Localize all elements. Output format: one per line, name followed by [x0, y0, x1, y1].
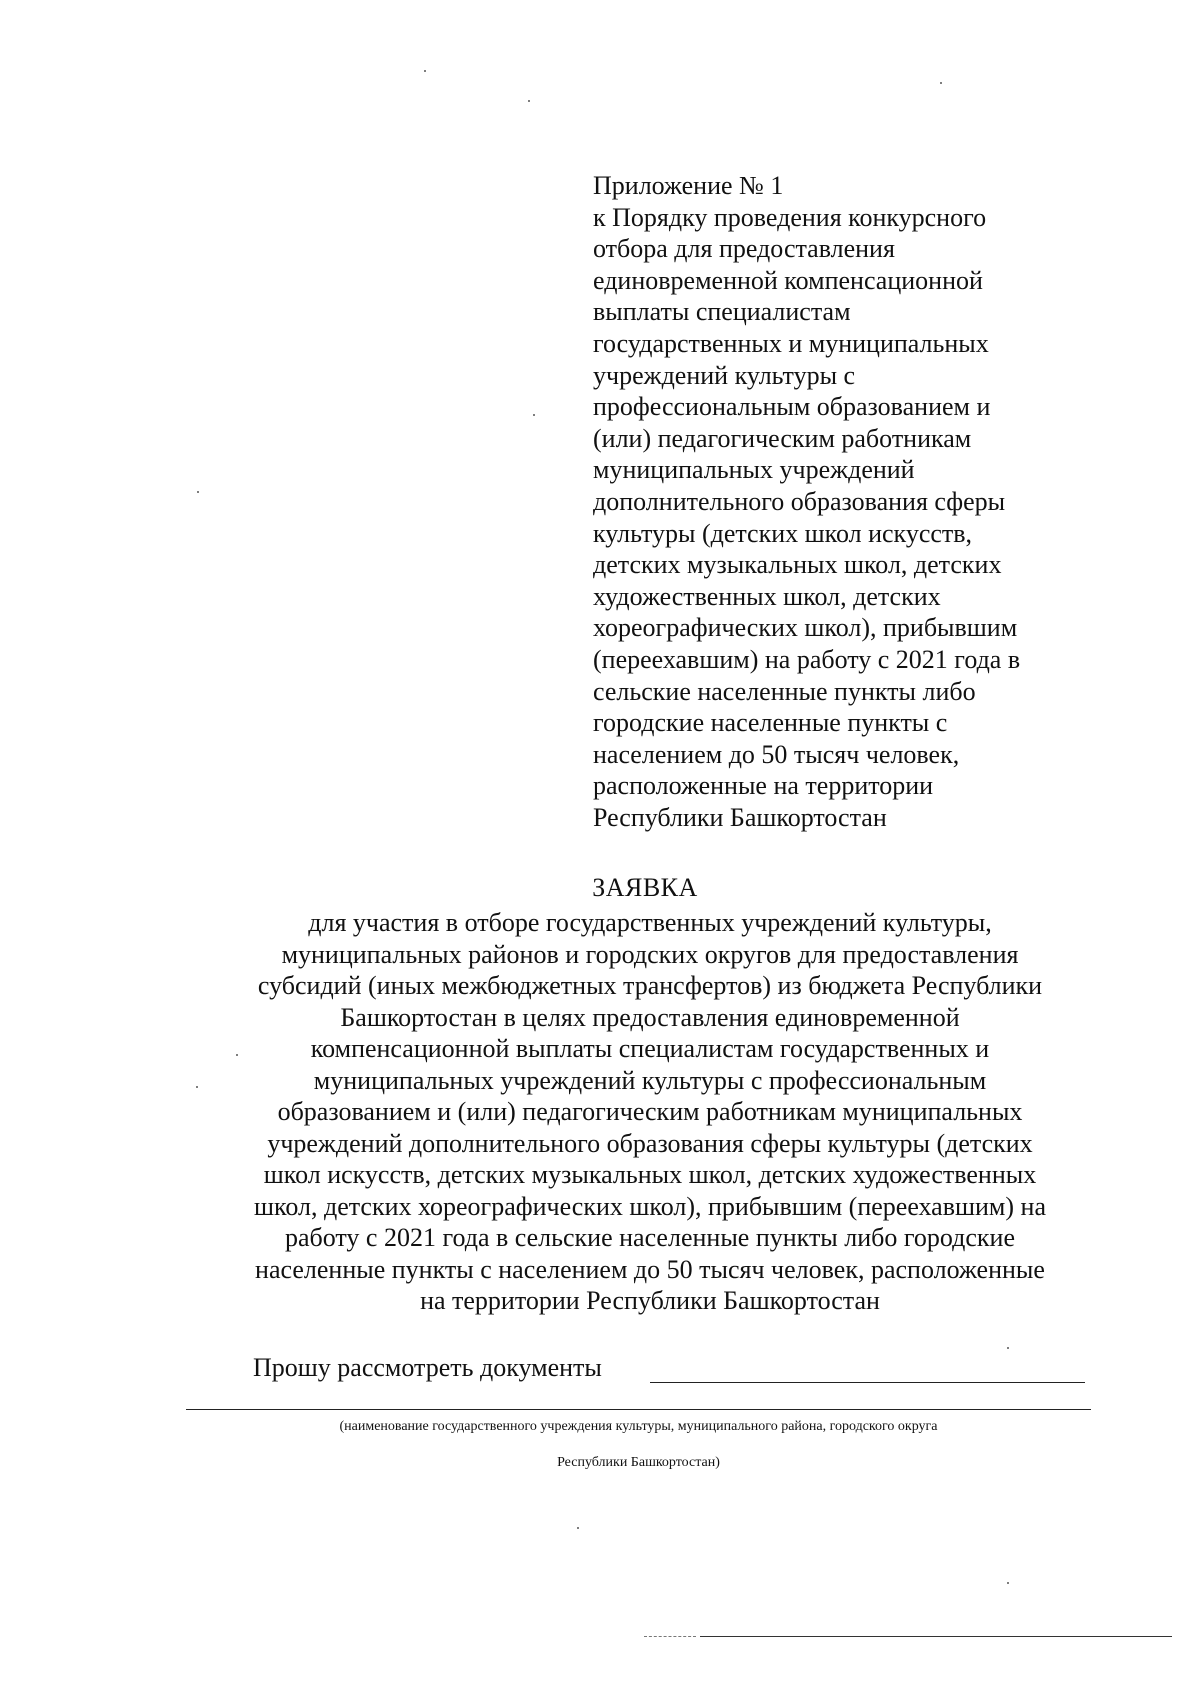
appendix-line: городские населенные пункты с [593, 708, 948, 738]
appendix-header [593, 170, 1113, 833]
appendix-line: (переехавшим) на работу с 2021 года в [593, 644, 1021, 674]
request-text: Прошу рассмотреть документы [253, 1353, 602, 1382]
application-line: муниципальных учреждений культуры с профессиональным [313, 1065, 987, 1095]
appendix-line: муниципальных учреждений [593, 455, 915, 485]
scan-speck [1007, 1582, 1009, 1584]
scan-speck [424, 70, 426, 72]
application-line: субсидий (иных межбюджетных трансфертов) из бюджета Республики [257, 971, 1043, 1000]
application-description [180, 907, 1120, 1317]
scan-speck [577, 1527, 579, 1529]
application-line: школ, детских хореографических школ), прибывшим (переехавшим) на [254, 1191, 1046, 1221]
appendix-line: государственных и муниципальных [593, 328, 989, 358]
field-caption: (наименование государственного учреждения культуры, муниципального района, городского округа [339, 1419, 938, 1434]
request-fill-line[interactable] [650, 1382, 1085, 1383]
application-line: населенные пункты с населением до 50 тысяч человек, расположенные [255, 1254, 1045, 1284]
field-caption-continued: Республики Башкортостан) [557, 1455, 720, 1470]
application-line: компенсационной выплаты специалистам государственных и [310, 1034, 990, 1063]
scan-speck [940, 82, 942, 84]
application-line: учреждений дополнительного образования сферы культуры (детских [267, 1128, 1033, 1158]
appendix-line: Приложение № 1 [593, 171, 784, 200]
appendix-line: к Порядку проведения конкурсного [593, 202, 987, 232]
appendix-line: выплаты специалистам [593, 297, 851, 327]
application-title: ЗАЯВКА [592, 873, 698, 902]
application-line: на территории Республики Башкортостан [420, 1286, 880, 1315]
application-line: Башкортостан в целях предоставления единовременной [340, 1002, 960, 1032]
organization-name-line[interactable] [186, 1409, 1091, 1410]
scan-speck [1007, 1347, 1009, 1349]
appendix-line: отбора для предоставления [593, 234, 895, 264]
application-line: школ искусств, детских музыкальных школ, детских художественных [263, 1160, 1037, 1189]
application-line: работу с 2021 года в сельские населенные пункты либо городские [284, 1223, 1016, 1252]
appendix-line: детских музыкальных школ, детских [593, 550, 1002, 580]
appendix-line: хореографических школ), прибывшим [593, 613, 1018, 643]
scan-speck [528, 100, 530, 102]
appendix-line: культуры (детских школ искусств, [593, 518, 973, 548]
appendix-line: учреждений культуры с [593, 360, 856, 390]
appendix-line: дополнительного образования сферы [593, 486, 1006, 516]
signature-line[interactable] [700, 1636, 1172, 1637]
appendix-line: художественных школ, детских [593, 581, 941, 611]
application-line: образованием и (или) педагогическим работникам муниципальных [277, 1097, 1023, 1126]
appendix-line: Республики Башкортостан [593, 802, 887, 832]
appendix-line: единовременной компенсационной [593, 265, 983, 295]
scan-speck [197, 491, 199, 493]
application-line: для участия в отборе государственных учреждений культуры, [308, 908, 992, 937]
application-line: муниципальных районов и городских округов для предоставления [281, 939, 1019, 969]
scan-speck [533, 414, 535, 416]
appendix-line: (или) педагогическим работникам [593, 423, 972, 453]
appendix-line: расположенные на территории [593, 771, 934, 801]
appendix-line: профессиональным образованием и [593, 392, 991, 422]
signature-line-dash [644, 1636, 696, 1637]
appendix-line: сельские населенные пункты либо [593, 676, 976, 706]
appendix-line: населением до 50 тысяч человек, [593, 739, 960, 769]
